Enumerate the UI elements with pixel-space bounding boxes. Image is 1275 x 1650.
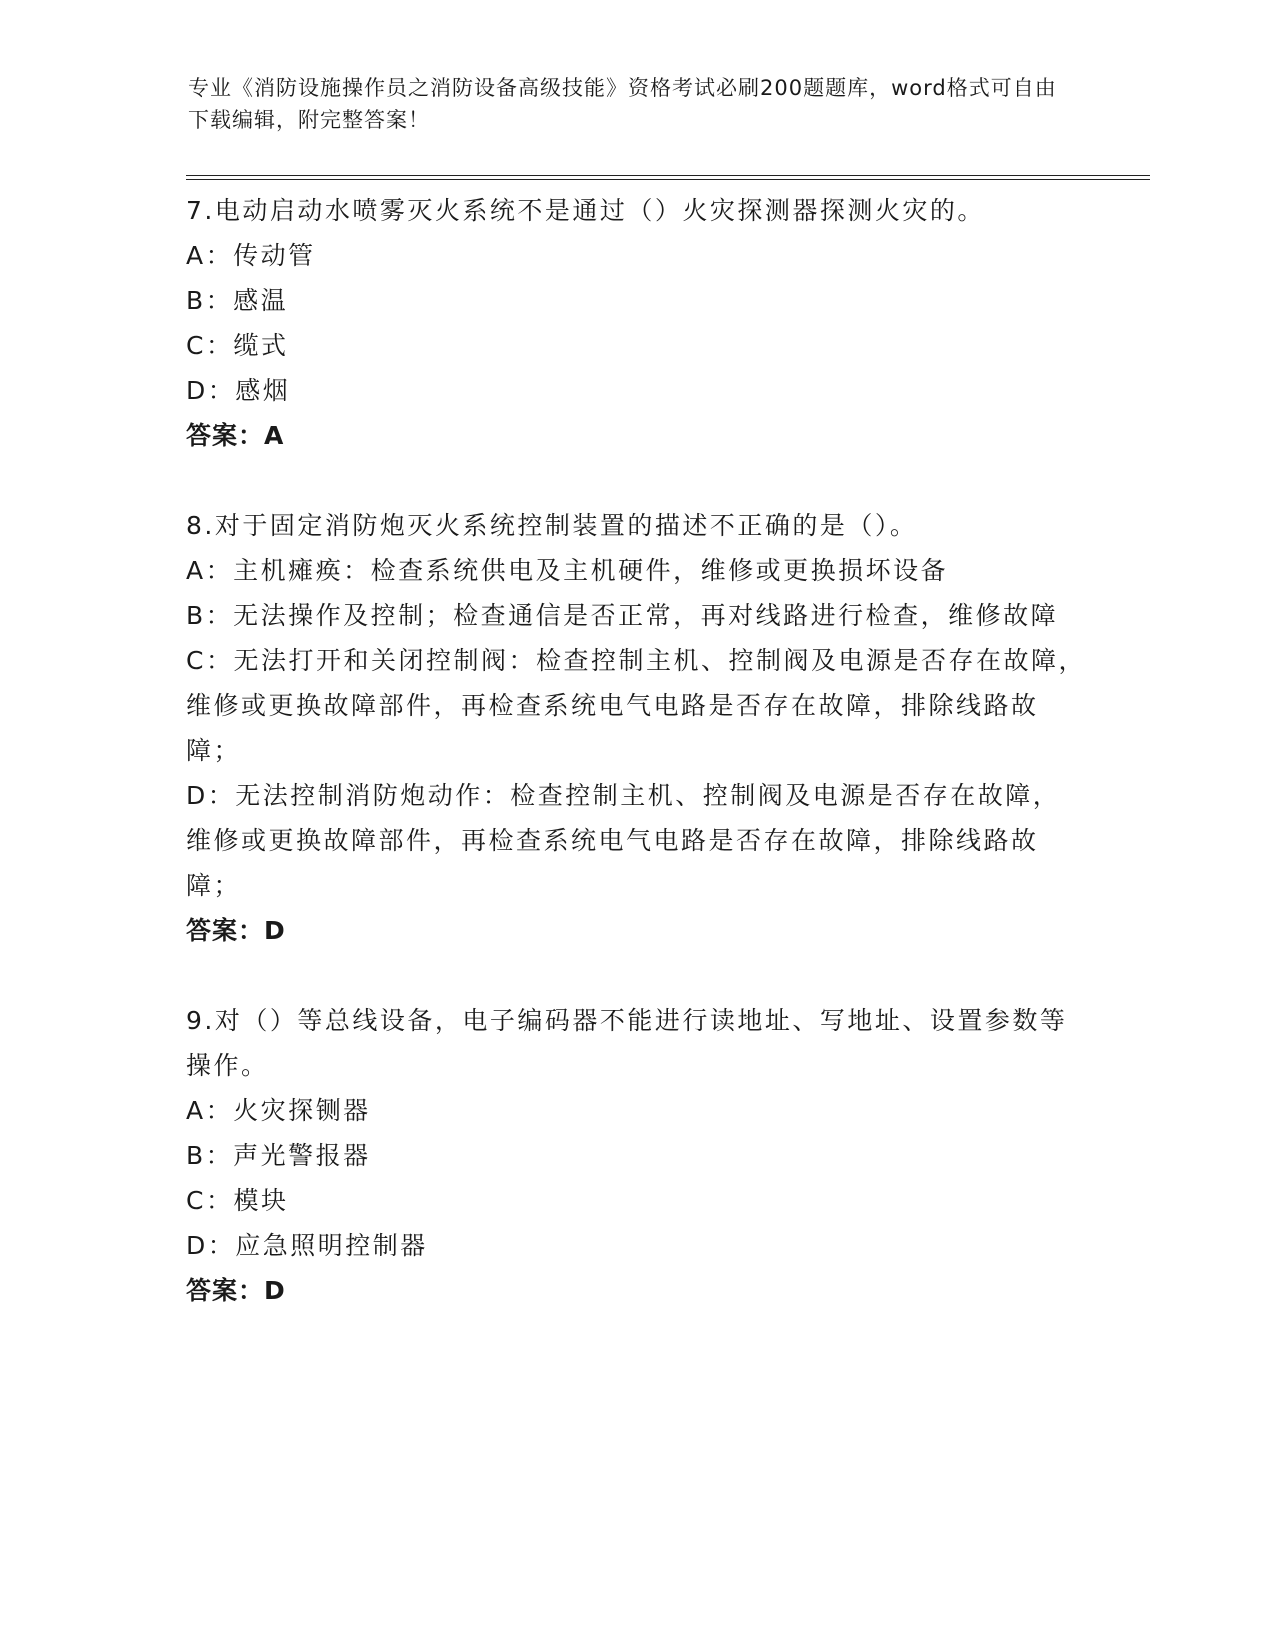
answer-label: 答案：A — [186, 421, 285, 450]
question-stem: 7.电动启动水喷雾灭火系统不是通过（）火灾探测器探测火灾的。 — [186, 196, 985, 225]
option-b: B：声光警报器 — [186, 1141, 371, 1170]
question-stem: 9.对（）等总线设备，电子编码器不能进行读地址、写地址、设置参数等操作。 — [186, 1006, 1068, 1080]
spacer — [186, 953, 1086, 998]
option-b: B：感温 — [186, 286, 289, 315]
header-divider — [186, 175, 1150, 180]
option-c: C：模块 — [186, 1186, 289, 1215]
question-block — [186, 503, 1086, 953]
option-d: D：应急照明控制器 — [186, 1231, 428, 1260]
spacer — [186, 458, 1086, 503]
question-block — [186, 998, 1086, 1313]
option-b: B：无法操作及控制；检查通信是否正常，再对线路进行检查，维修故障 — [186, 601, 1059, 630]
question-stem: 8.对于固定消防炮灭火系统控制装置的描述不正确的是（）。 — [186, 511, 918, 540]
option-c: C：缆式 — [186, 331, 289, 360]
option-a: A：传动管 — [186, 241, 316, 270]
option-a: A：火灾探铡器 — [186, 1096, 371, 1125]
answer-label: 答案：D — [186, 916, 286, 945]
document-header: 专业《消防设施操作员之消防设备高级技能》资格考试必刷200题题库，word格式可自由下载编辑，附完整答案！ — [188, 76, 1057, 132]
question-list — [186, 188, 1086, 1313]
option-d: D：感烟 — [186, 376, 291, 405]
answer-label: 答案：D — [186, 1276, 286, 1305]
question-block — [186, 188, 1086, 458]
option-c: C：无法打开和关闭控制阀：检查控制主机、控制阀及电源是否存在故障，维修或更换故障部件，再检查系统电气电路是否存在故障，排除线路故障； — [186, 646, 1086, 765]
option-a: A：主机瘫痪：检查系统供电及主机硬件，维修或更换损坏设备 — [186, 556, 949, 585]
option-d: D：无法控制消防炮动作：检查控制主机、控制阀及电源是否存在故障，维修或更换故障部件，再检查系统电气电路是否存在故障，排除线路故障； — [186, 781, 1061, 900]
